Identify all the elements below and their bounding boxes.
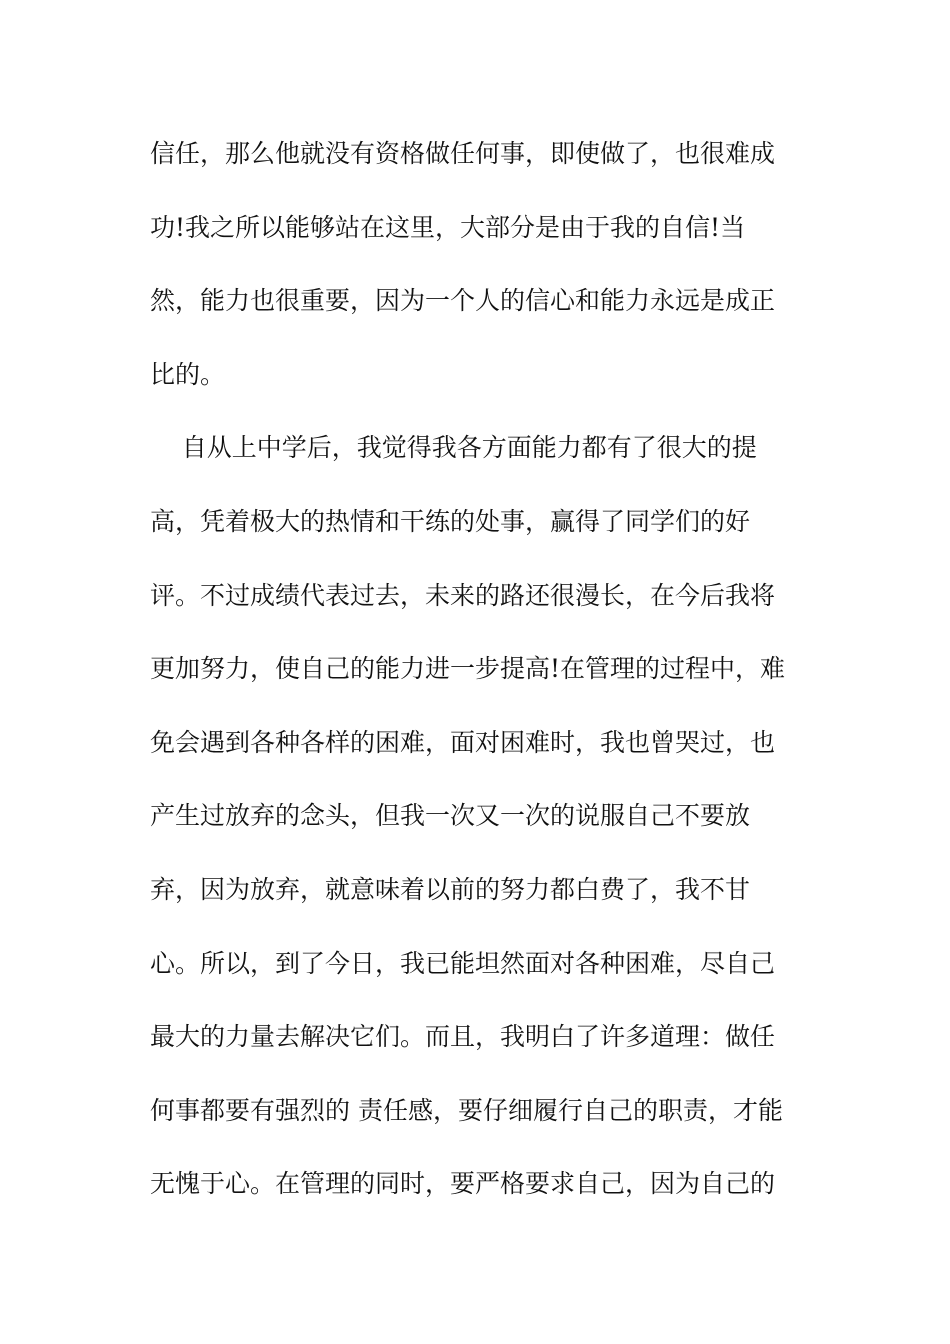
text-line: 心。所以，到了今日，我已能坦然面对各种困难，尽自己 (150, 948, 776, 978)
text-line: 弃，因为放弃，就意味着以前的努力都白费了，我不甘 (150, 874, 751, 904)
text-line: 无愧于心。在管理的同时，要严格要求自己，因为自己的 (150, 1169, 776, 1199)
text-line: 比的。 (150, 359, 226, 389)
text-line: 功!我之所以能够站在这里，大部分是由于我的自信!当 (150, 212, 746, 242)
text-line: 产生过放弃的念头，但我一次又一次的说服自己不要放 (150, 801, 751, 831)
text-line: 自从上中学后，我觉得我各方面能力都有了很大的提 (150, 433, 757, 463)
text-line: 信任，那么他就没有资格做任何事，即使做了，也很难成 (150, 139, 776, 168)
text-line: 然，能力也很重要，因为一个人的信心和能力永远是成正 (150, 286, 776, 316)
text-line: 高，凭着极大的热情和干练的处事，赢得了同学们的好 (150, 506, 751, 536)
body-text (150, 124, 810, 1228)
text-line: 何事都要有强烈的 责任感，要仔细履行自己的职责，才能 (150, 1095, 783, 1125)
text-line: 最大的力量去解决它们。而且，我明白了许多道理：做任 (150, 1022, 776, 1052)
text-line: 免会遇到各种各样的困难，面对困难时，我也曾哭过，也 (150, 727, 776, 757)
text-line: 更加努力，使自己的能力进一步提高!在管理的过程中，难 (150, 654, 786, 684)
text-line: 评。不过成绩代表过去，未来的路还很漫长，在今后我将 (150, 580, 776, 610)
